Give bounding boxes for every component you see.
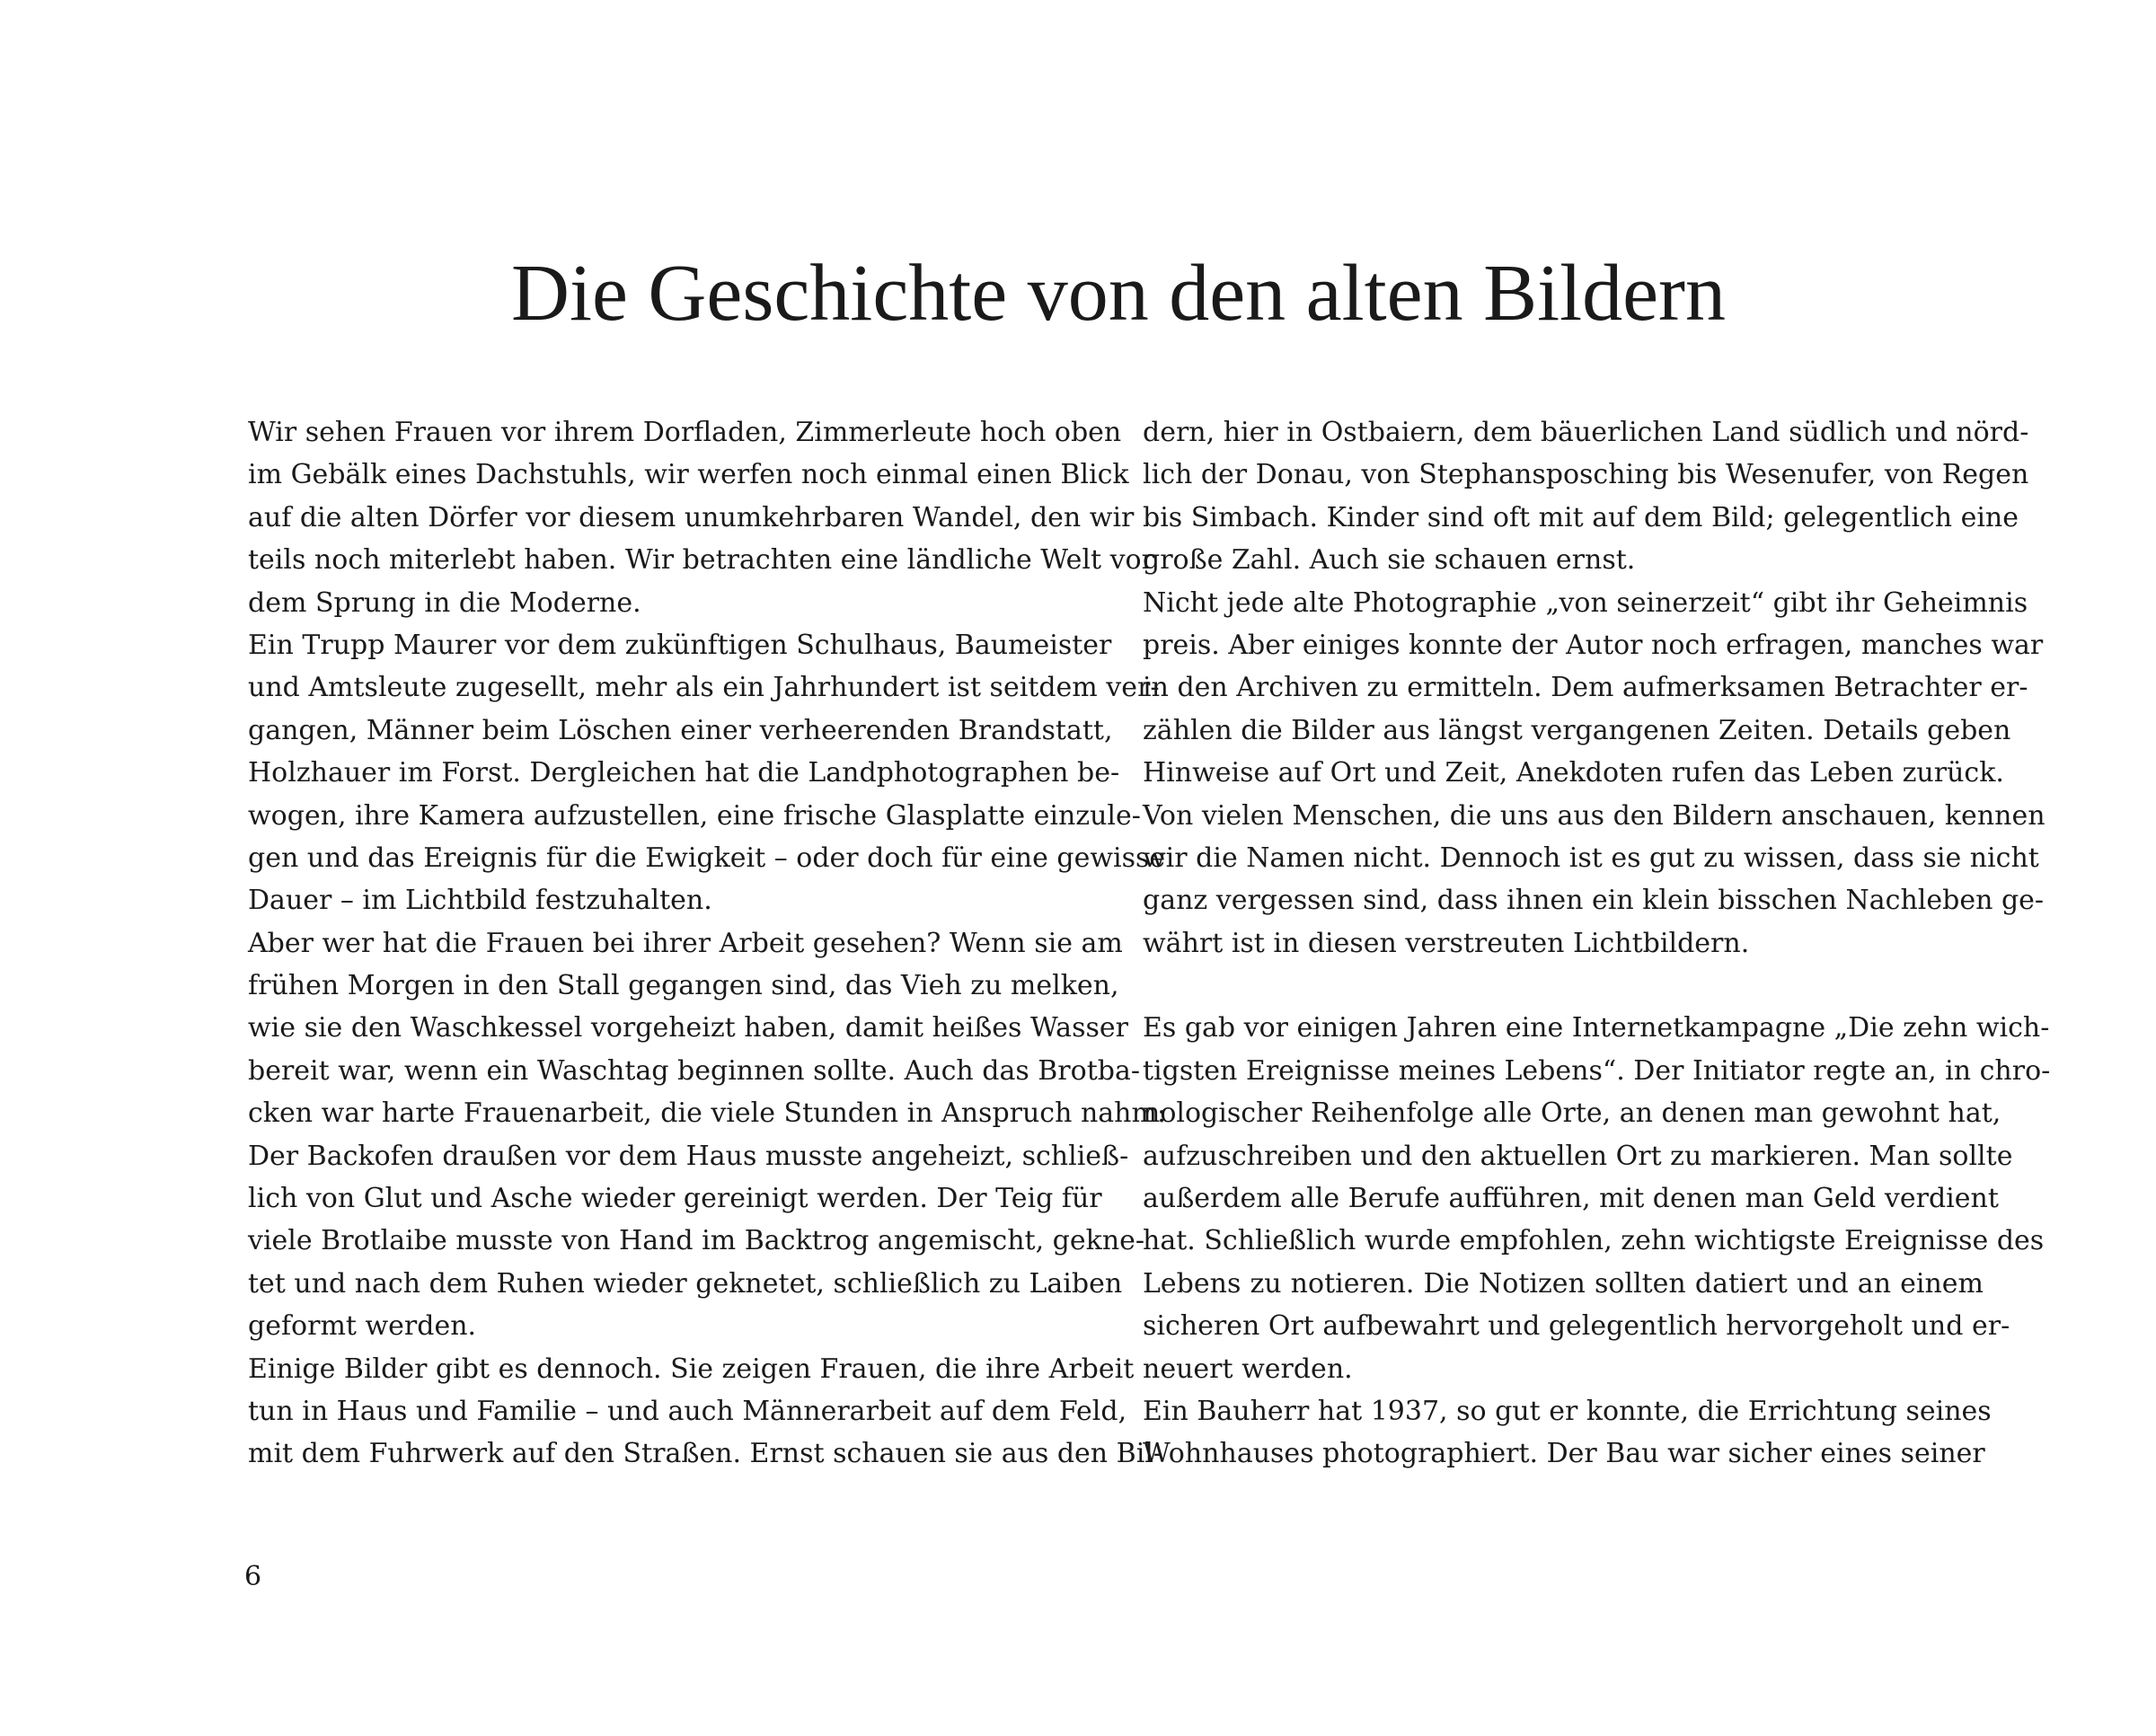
text-line: auf die alten Dörfer vor diesem unumkehrbaren Wandel, den wir bbox=[248, 501, 1135, 533]
text-line: Hinweise auf Ort und Zeit, Anekdoten rufen das Leben zurück. bbox=[1143, 757, 2004, 789]
text-line: zählen die Bilder aus längst vergangenen Zeiten. Details geben bbox=[1143, 714, 2011, 746]
text-line: Ein Trupp Maurer vor dem zukünftigen Schulhaus, Baumeister bbox=[248, 629, 1112, 661]
text-line: und Amtsleute zugesellt, mehr als ein Jahrhundert ist seitdem ver- bbox=[248, 672, 1160, 704]
text-line: hat. Schließlich wurde empfohlen, zehn wichtigste Ereignisse des bbox=[1143, 1225, 2045, 1257]
text-line: Wohnhauses photographiert. Der Bau war sicher eines seiner bbox=[1143, 1438, 1985, 1470]
paragraph-gap bbox=[1143, 965, 1984, 1007]
text-line: ganz vergessen sind, dass ihnen ein klein bisschen Nachleben ge- bbox=[1143, 885, 2045, 917]
text-line: gangen, Männer beim Löschen einer verheerenden Brandstatt, bbox=[248, 714, 1113, 746]
text-line: mit dem Fuhrwerk auf den Straßen. Ernst schauen sie aus den Bil- bbox=[248, 1438, 1163, 1470]
text-line: dern, hier in Ostbaiern, dem bäuerlichen Land südlich und nörd- bbox=[1143, 417, 2029, 448]
text-line: Von vielen Menschen, die uns aus den Bildern anschauen, kennen bbox=[1143, 799, 2046, 832]
text-line: frühen Morgen in den Stall gegangen sind, das Vieh zu melken, bbox=[248, 970, 1119, 1002]
text-line: Nicht jede alte Photographie „von seinerzeit“ gibt ihr Geheimnis bbox=[1143, 586, 2028, 619]
text-line: bereit war, wenn ein Waschtag beginnen sollte. Auch das Brotba- bbox=[248, 1054, 1140, 1087]
text-line: in den Archiven zu ermitteln. Dem aufmerksamen Betrachter er- bbox=[1143, 672, 2028, 704]
page-title: Die Geschichte von den alten Bildern bbox=[510, 249, 1727, 339]
text-line: bis Simbach. Kinder sind oft mit auf dem Bild; gelegentlich eine bbox=[1143, 501, 2019, 533]
text-line: Holzhauer im Forst. Dergleichen hat die Landphotographen be- bbox=[248, 757, 1120, 789]
text-line: viele Brotlaibe musste von Hand im Backtrog angemischt, gekne- bbox=[248, 1225, 1145, 1257]
text-line: Lebens zu notieren. Die Notizen sollten datiert und an einem bbox=[1143, 1267, 1984, 1300]
text-line: teils noch miterlebt haben. Wir betrachten eine ländliche Welt vor bbox=[248, 544, 1154, 577]
text-line: Der Backofen draußen vor dem Haus musste angeheizt, schließ- bbox=[248, 1140, 1129, 1172]
text-line: große Zahl. Auch sie schauen ernst. bbox=[1143, 544, 1636, 577]
text-line: tigsten Ereignisse meines Lebens“. Der Initiator regte an, in chro- bbox=[1143, 1054, 2051, 1087]
text-line: Ein Bauherr hat 1937, so gut er konnte, die Errichtung seines bbox=[1143, 1395, 1992, 1427]
text-line: außerdem alle Berufe aufführen, mit denen man Geld verdient bbox=[1143, 1183, 1999, 1215]
text-line: währt ist in diesen verstreuten Lichtbildern. bbox=[1143, 927, 1750, 959]
text-line: nologischer Reihenfolge alle Orte, an denen man gewohnt hat, bbox=[1143, 1097, 2001, 1130]
text-line: tet und nach dem Ruhen wieder geknetet, schließlich zu Laiben bbox=[248, 1267, 1123, 1300]
text-line: neuert werden. bbox=[1143, 1353, 1353, 1385]
text-line: Aber wer hat die Frauen bei ihrer Arbeit gesehen? Wenn sie am bbox=[248, 927, 1123, 959]
text-line: Wir sehen Frauen vor ihrem Dorfladen, Zimmerleute hoch oben bbox=[248, 417, 1122, 448]
text-line: wogen, ihre Kamera aufzustellen, eine frische Glasplatte einzule- bbox=[248, 799, 1141, 832]
text-line: Einige Bilder gibt es dennoch. Sie zeigen Frauen, die ihre Arbeit bbox=[248, 1353, 1135, 1385]
text-line: aufzuschreiben und den aktuellen Ort zu markieren. Man sollte bbox=[1143, 1140, 2013, 1172]
text-line: sicheren Ort aufbewahrt und gelegentlich hervorgeholt und er- bbox=[1143, 1310, 2010, 1343]
text-line: preis. Aber einiges konnte der Autor noch erfragen, manches war bbox=[1143, 629, 2044, 661]
text-line: Es gab vor einigen Jahren eine Internetkampagne „Die zehn wich- bbox=[1143, 1012, 2050, 1044]
text-line: wir die Namen nicht. Dennoch ist es gut zu wissen, dass sie nicht bbox=[1143, 842, 2039, 874]
text-line: lich der Donau, von Stephansposching bis Wesenufer, von Regen bbox=[1143, 459, 2029, 491]
left-column bbox=[248, 411, 1167, 1476]
text-line: geformt werden. bbox=[248, 1310, 477, 1343]
text-line: cken war harte Frauenarbeit, die viele Stunden in Anspruch nahm: bbox=[248, 1097, 1167, 1130]
text-line: wie sie den Waschkessel vorgeheizt haben, damit heißes Wasser bbox=[248, 1012, 1128, 1044]
text-line: im Gebälk eines Dachstuhls, wir werfen noch einmal einen Blick bbox=[248, 459, 1129, 491]
right-column bbox=[1143, 411, 2051, 1476]
text-line: lich von Glut und Asche wieder gereinigt werden. Der Teig für bbox=[248, 1183, 1102, 1215]
text-line: Dauer – im Lichtbild festzuhalten. bbox=[248, 885, 712, 917]
text-line: tun in Haus und Familie – und auch Männerarbeit auf dem Feld, bbox=[248, 1395, 1127, 1427]
text-line: gen und das Ereignis für die Ewigkeit – oder doch für eine gewisse bbox=[248, 842, 1166, 874]
text-line: dem Sprung in die Moderne. bbox=[248, 586, 641, 619]
page-number: 6 bbox=[244, 1561, 262, 1592]
